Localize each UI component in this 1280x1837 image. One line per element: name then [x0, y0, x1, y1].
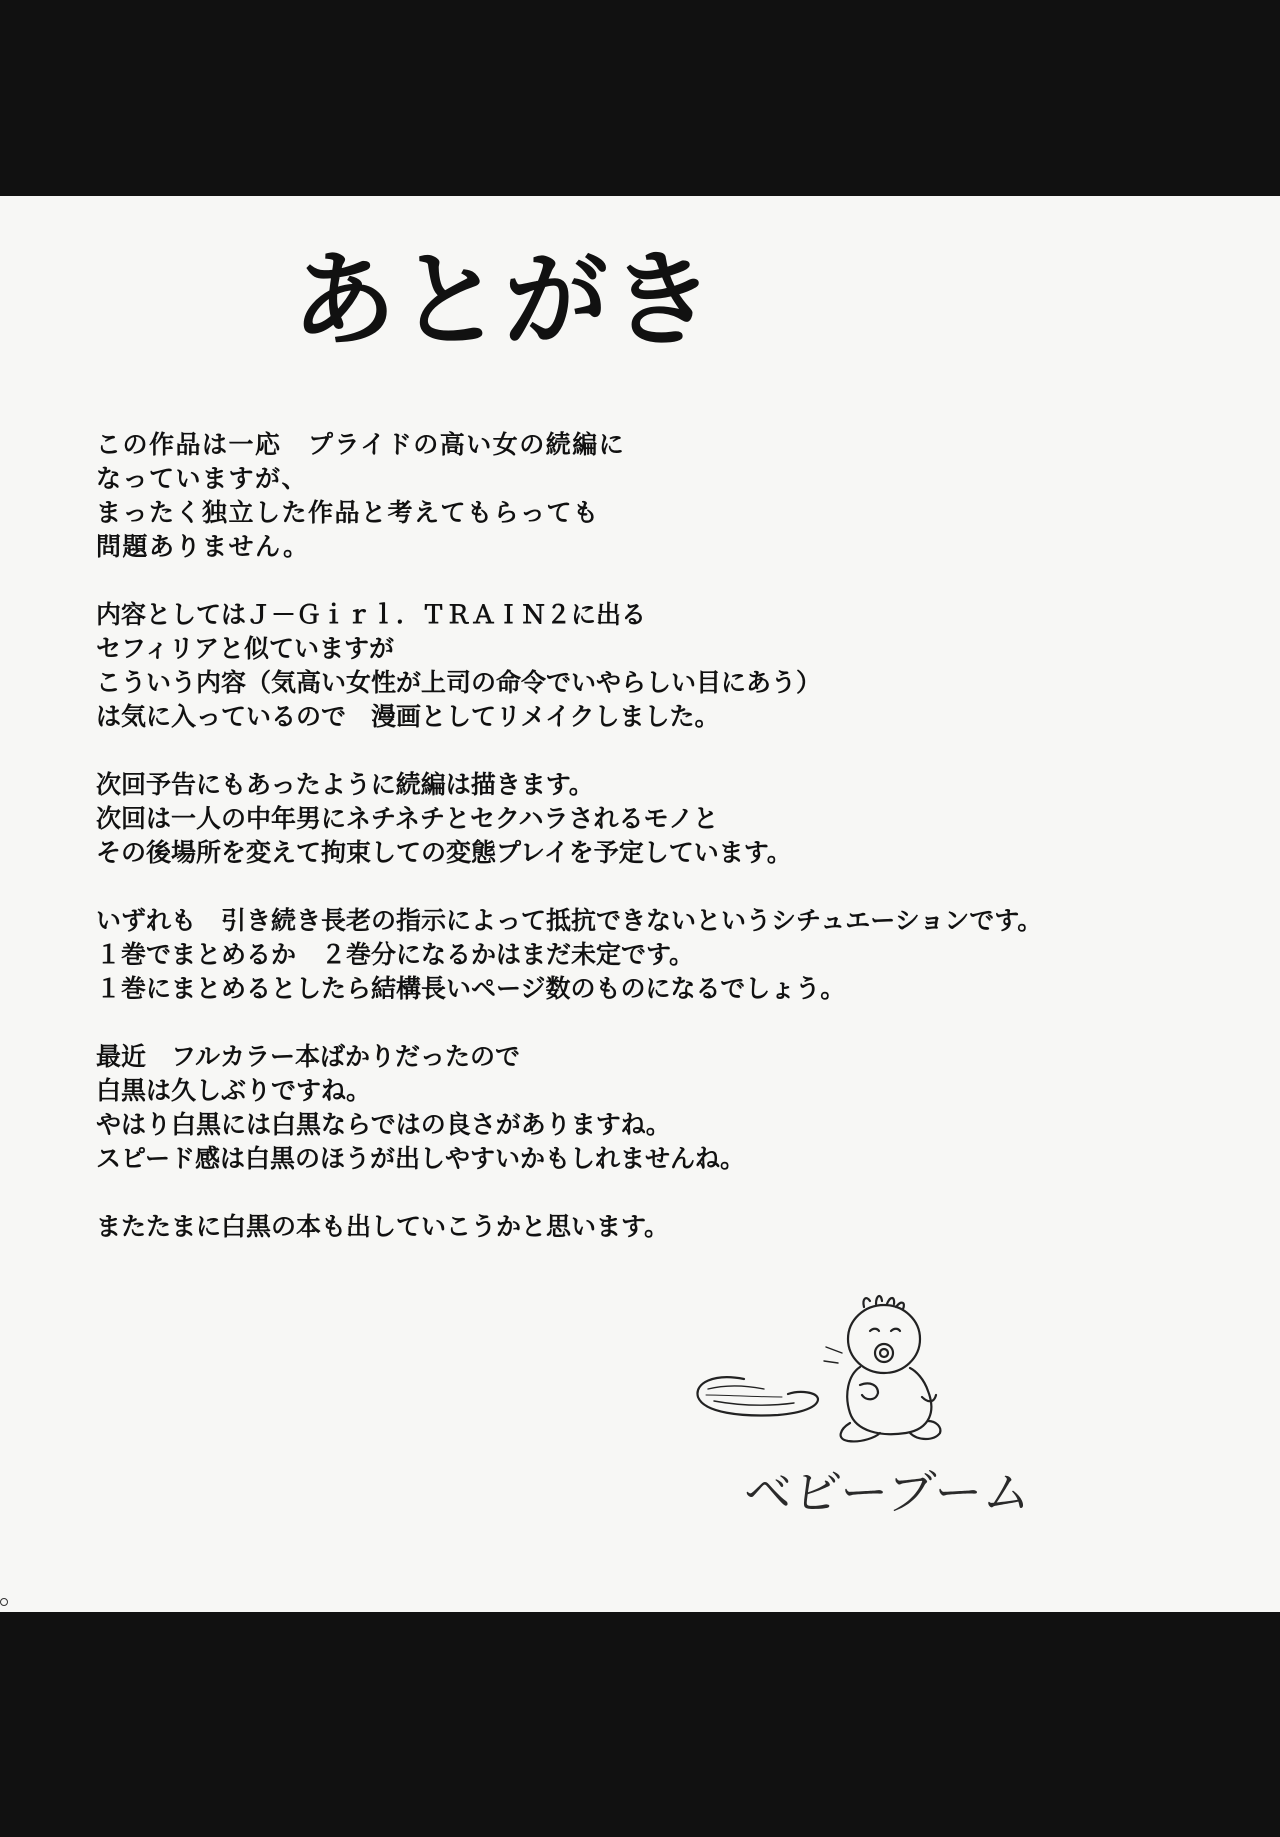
- afterword-page: [0, 196, 1280, 1612]
- author-signature: [684, 1291, 1036, 1561]
- text-line: なっていますが、: [96, 464, 309, 493]
- paragraph-4: [96, 904, 1216, 1006]
- text-line: スピード感は白黒のほうが出しやすいかもしれませんね。: [96, 1144, 746, 1173]
- baby-with-pacifier-icon: [684, 1291, 1014, 1471]
- paragraph-6: [96, 1210, 1216, 1244]
- text-line: やはり白黒には白黒ならではの良さがありますね。: [96, 1110, 671, 1139]
- paragraph-2: [96, 598, 1216, 734]
- text-line: は気に入っているので 漫画としてリメイクしました。: [96, 702, 720, 731]
- text-line: その後場所を変えて拘束しての変態プレイを予定しています。: [96, 838, 792, 867]
- page-title: あとがき: [292, 239, 717, 361]
- top-border-band: [0, 0, 1280, 196]
- bottom-border-band: [0, 1612, 1280, 1837]
- text-line: またたまに白黒の本も出していこうかと思います。: [96, 1212, 670, 1241]
- text-line: まったく独立した作品と考えてもらっても: [96, 498, 600, 527]
- text-line: 問題ありません。: [96, 532, 310, 561]
- paragraph-5: [96, 1040, 1216, 1176]
- paragraph-1: [96, 428, 1216, 564]
- text-line: 内容としてはＪ－Ｇｉｒｌ．ＴＲＡＩＮ２に出る: [96, 600, 647, 629]
- page-corner-mark: [0, 1598, 8, 1606]
- paragraph-3: [96, 768, 1216, 870]
- text-line: こういう内容（気高い女性が上司の命令でいやらしい目にあう）: [96, 668, 822, 697]
- afterword-body: [96, 428, 1216, 1278]
- text-line: セフィリアと似ていますが: [96, 634, 395, 663]
- text-line: この作品は一応 プライドの高い女の続編に: [96, 430, 626, 459]
- text-line: 最近 フルカラー本ばかりだったので: [96, 1042, 521, 1071]
- text-line: 次回予告にもあったように続編は描きます。: [96, 770, 594, 799]
- text-line: １巻にまとめるとしたら結構長いページ数のものになるでしょう。: [96, 974, 846, 1003]
- text-line: いずれも 引き続き長老の指示によって抵抗できないというシチュエーションです。: [96, 906, 1043, 935]
- signature-text: ベビーブーム: [741, 1465, 1036, 1521]
- text-line: 次回は一人の中年男にネチネチとセクハラされるモノと: [96, 804, 719, 833]
- text-line: 白黒は久しぶりですね。: [96, 1076, 372, 1105]
- text-line: １巻でまとめるか ２巻分になるかはまだ未定です。: [96, 940, 695, 969]
